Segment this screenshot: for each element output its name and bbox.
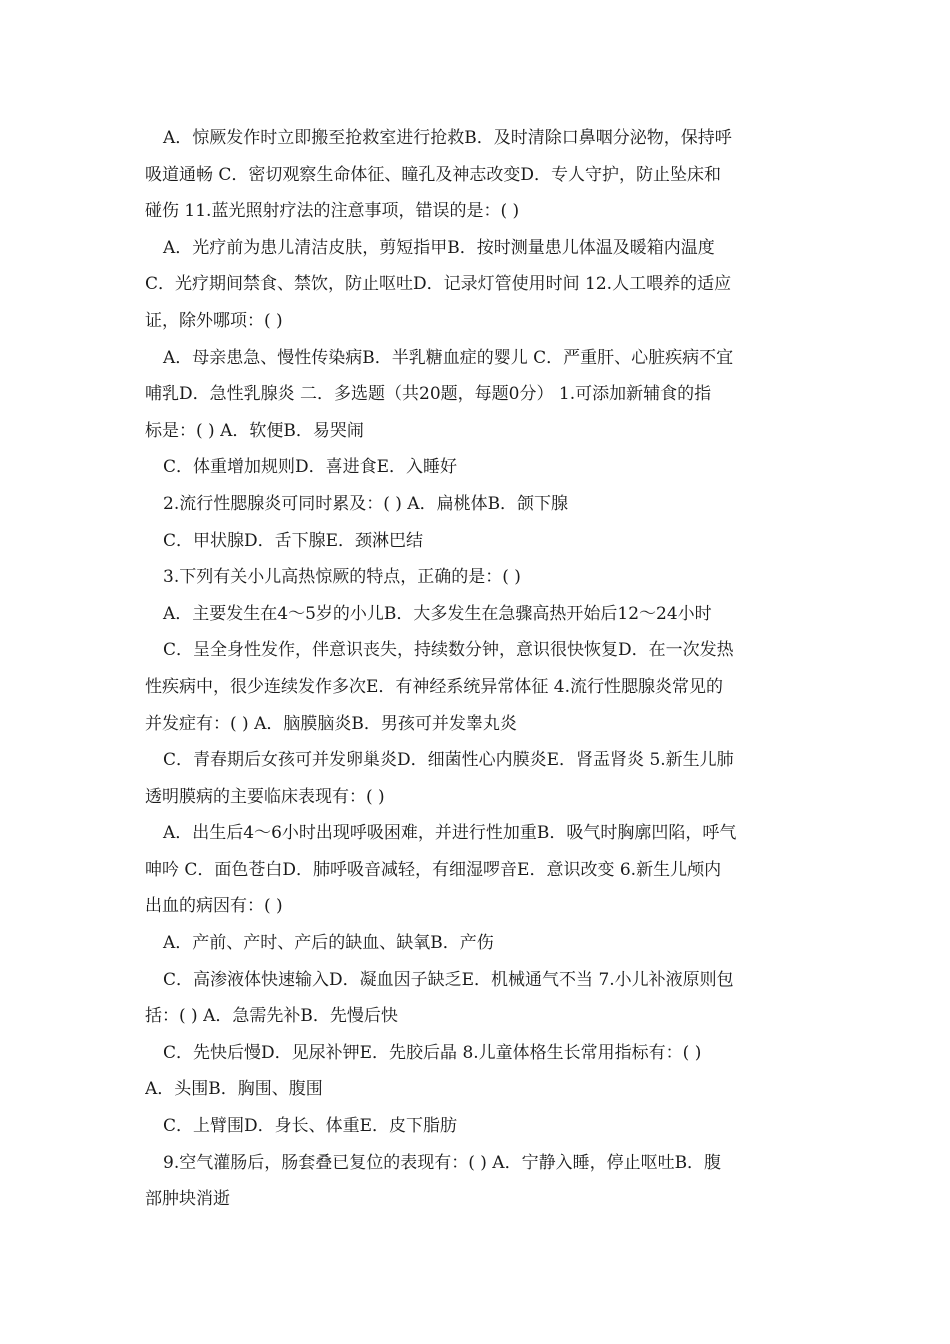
text-line: 2.流行性腮腺炎可同时累及：( ) A．扁桃体B．颌下腺 <box>163 493 569 514</box>
text-line: 透明膜病的主要临床表现有：( ) <box>145 786 385 807</box>
text-line: 并发症有：( ) A．脑膜脑炎B．男孩可并发睾丸炎 <box>145 713 517 734</box>
text-line: C．甲状腺D．舌下腺E．颈淋巴结 <box>163 530 424 551</box>
text-line: 性疾病中，很少连续发作多次E．有神经系统异常体征 4.流行性腮腺炎常见的 <box>145 676 724 697</box>
text-line: 标是：( ) A．软便B．易哭闹 <box>145 420 364 441</box>
text-line: 哺乳D．急性乳腺炎 二．多选题（共20题，每题0分） 1.可添加新辅食的指 <box>145 384 712 405</box>
text-line: A．母亲患急、慢性传染病B．半乳糖血症的婴儿 C．严重肝、心脏疾病不宜 <box>163 347 734 368</box>
text-line: C．上臂围D．身长、体重E．皮下脂肪 <box>163 1116 458 1137</box>
text-line: 呻吟 C．面色苍白D．肺呼吸音减轻，有细湿啰音E．意识改变 6.新生儿颅内 <box>145 859 722 880</box>
text-line: 吸道通畅 C．密切观察生命体征、瞳孔及神志改变D．专人守护，防止坠床和 <box>145 164 722 185</box>
text-line: C．青春期后女孩可并发卵巢炎D．细菌性心内膜炎E．肾盂肾炎 5.新生儿肺 <box>163 750 734 771</box>
text-line: C．先快后慢D．见尿补钾E．先胶后晶 8.儿童体格生长常用指标有：( ) <box>163 1042 702 1063</box>
text-line: A．主要发生在4～5岁的小儿B．大多发生在急骤高热开始后12～24小时 <box>163 603 712 624</box>
text-line: C．呈全身性发作，伴意识丧失，持续数分钟，意识很快恢复D．在一次发热 <box>163 640 734 661</box>
text-line: A．光疗前为患儿清洁皮肤，剪短指甲B．按时测量患儿体温及暖箱内温度 <box>163 237 715 258</box>
text-line: C．光疗期间禁食、禁饮，防止呕吐D．记录灯管使用时间 12.人工喂养的适应 <box>145 274 732 295</box>
text-line: 括：( ) A．急需先补B．先慢后快 <box>145 1006 398 1027</box>
text-line: A．出生后4～6小时出现呼吸困难，并进行性加重B．吸气时胸廓凹陷，呼气 <box>163 823 737 844</box>
text-line: C．体重增加规则D．喜进食E．入睡好 <box>163 457 458 478</box>
text-line: 部肿块消逝 <box>145 1189 230 1210</box>
text-line: 证，除外哪项：( ) <box>145 310 283 331</box>
text-line: A．惊厥发作时立即搬至抢救室进行抢救B．及时清除口鼻咽分泌物，保持呼 <box>163 128 732 148</box>
text-line: 碰伤 11.蓝光照射疗法的注意事项，错误的是：( ) <box>145 201 520 222</box>
text-line: C．高渗液体快速输入D．凝血因子缺乏E．机械通气不当 7.小儿补液原则包 <box>163 969 734 990</box>
document-body <box>145 120 810 1218</box>
text-line: A．产前、产时、产后的缺血、缺氧B．产伤 <box>163 933 494 954</box>
text-line: A．头围B．胸围、腹围 <box>145 1079 323 1100</box>
text-line: 9.空气灌肠后，肠套叠已复位的表现有：( ) A．宁静入睡，停止呕吐B．腹 <box>163 1152 722 1173</box>
text-line: 3.下列有关小儿高热惊厥的特点，正确的是：( ) <box>163 567 521 588</box>
text-line: 出血的病因有：( ) <box>145 896 283 917</box>
